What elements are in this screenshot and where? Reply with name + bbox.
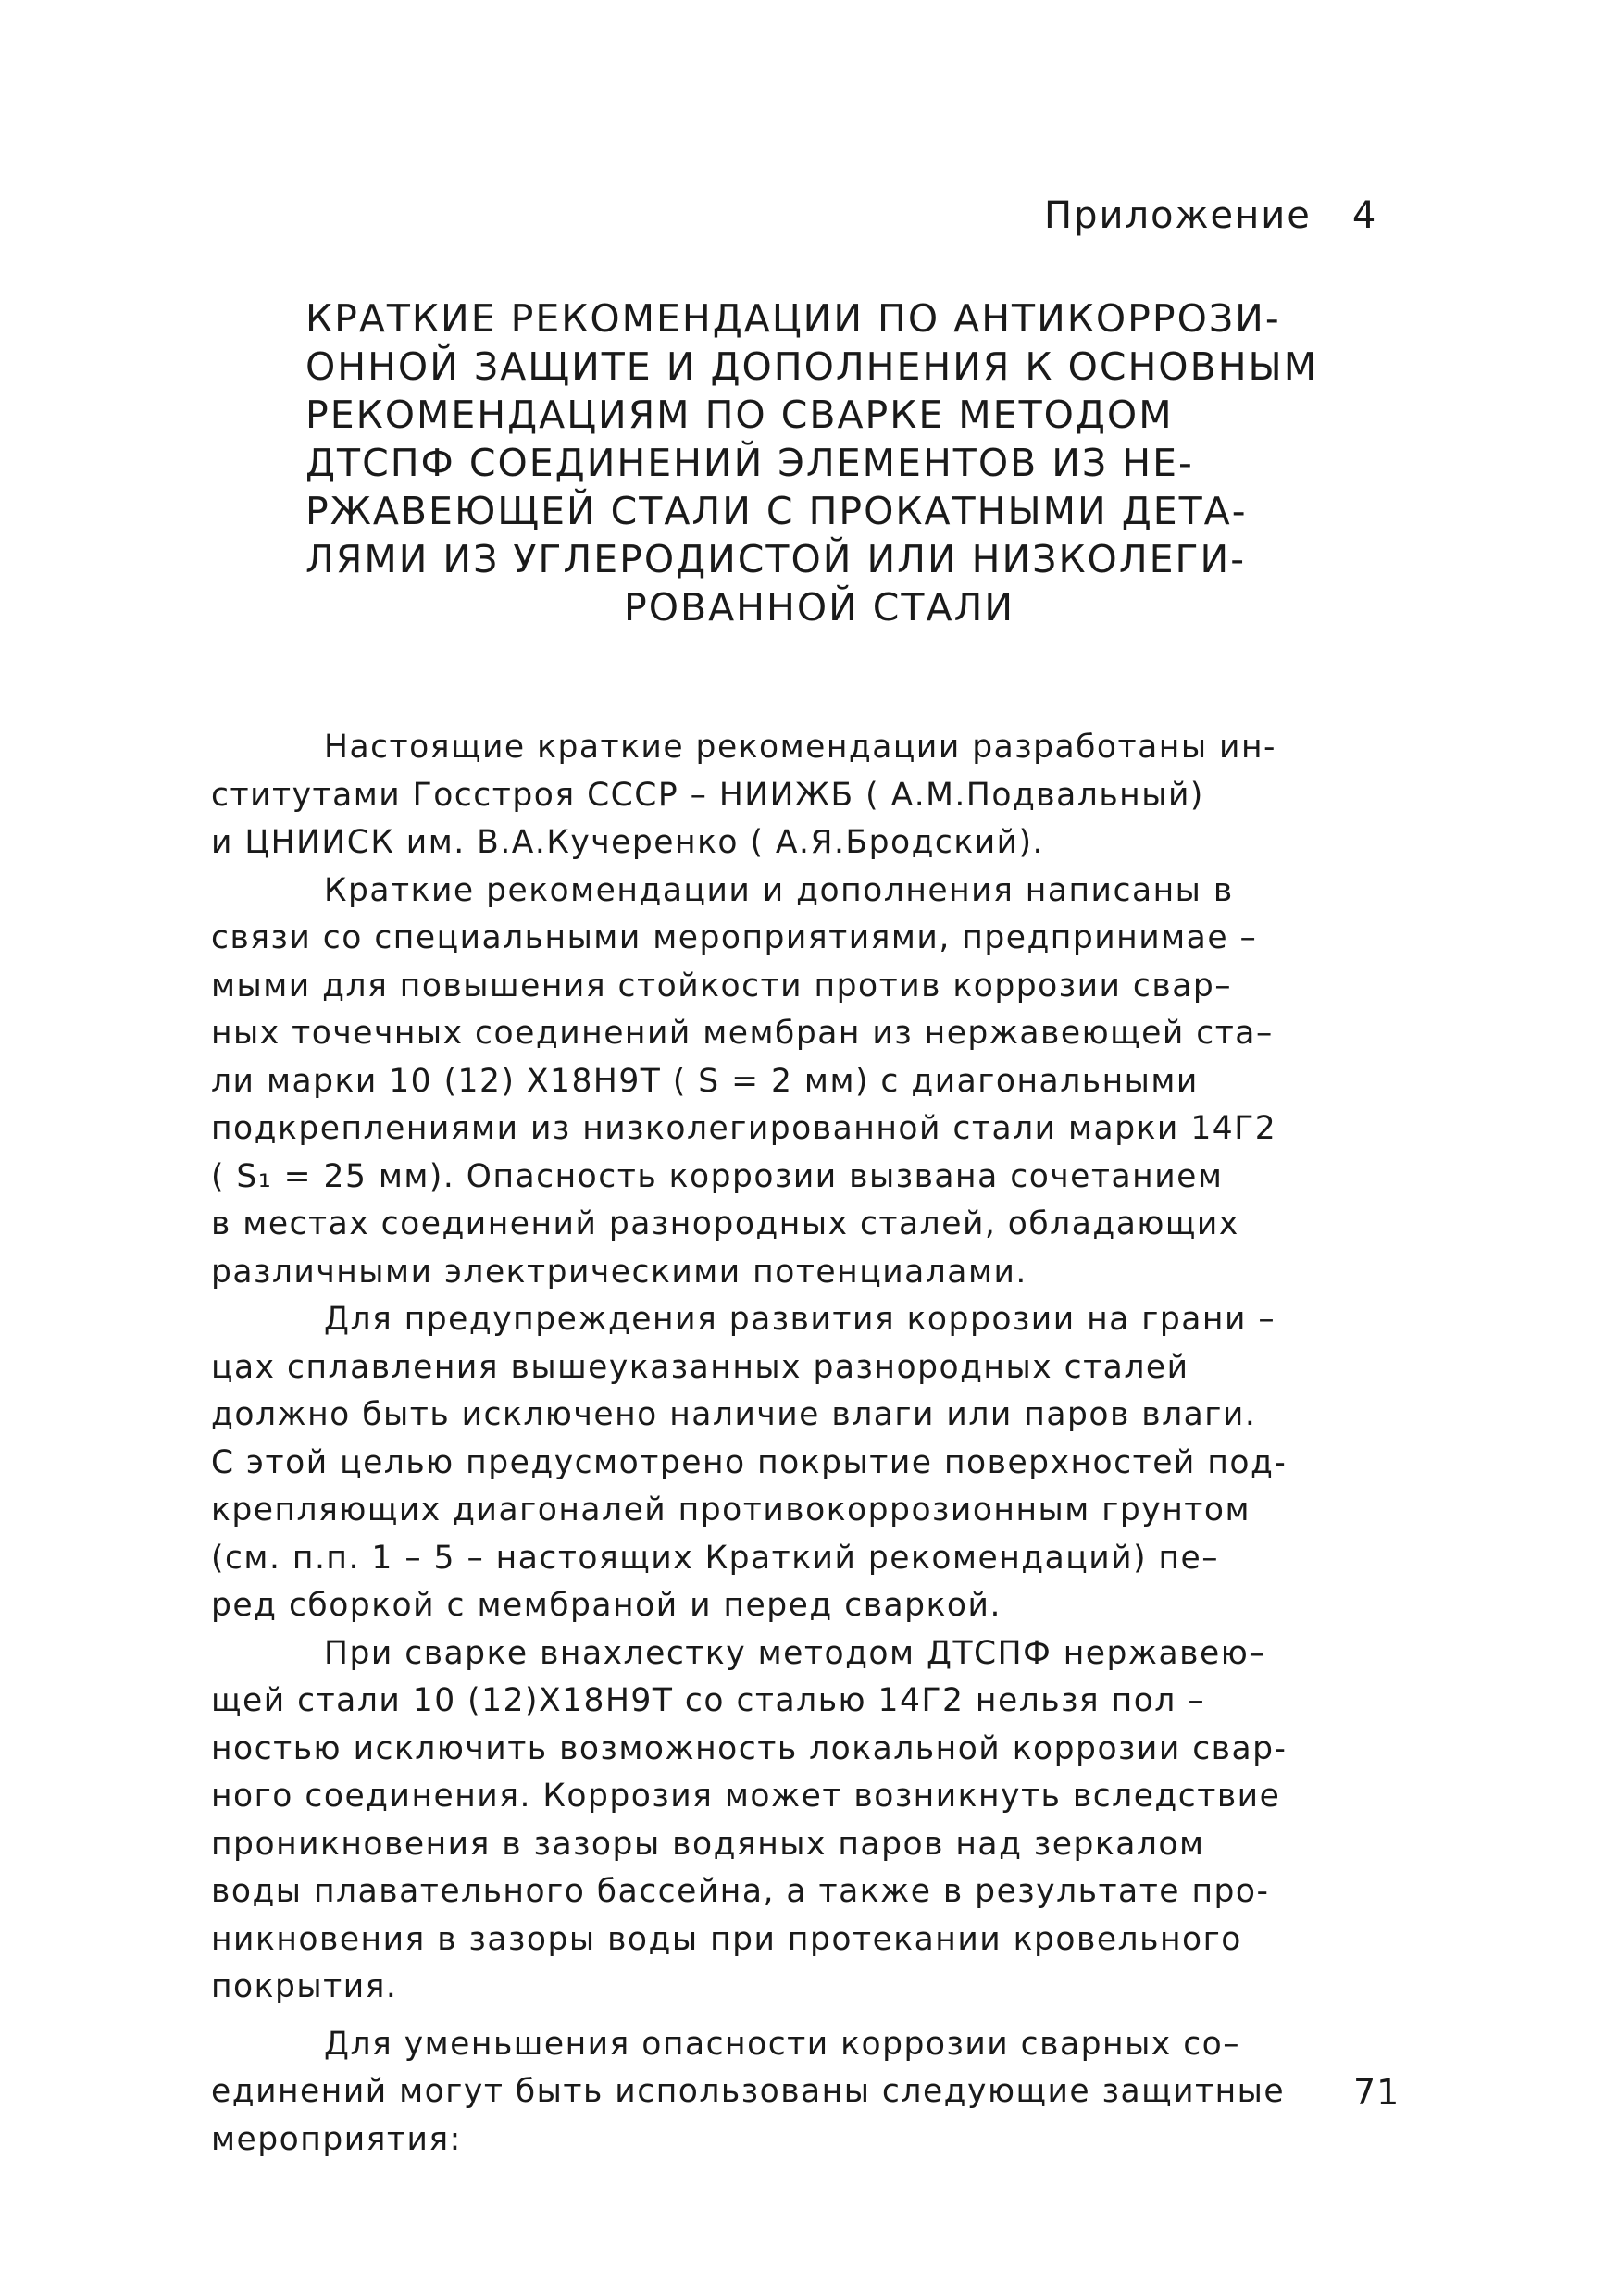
title-line: РЖАВЕЮЩЕЙ СТАЛИ С ПРОКАТНЫМИ ДЕТА- [305, 489, 1248, 533]
paragraph-prevention [211, 1296, 1414, 1630]
text-line: в местах соединений разнородных сталей, обладающих [211, 1205, 1239, 1242]
text-line: щей стали 10 (12)Х18Н9Т со сталью 14Г2 нельзя пол – [211, 1682, 1206, 1719]
appendix-label: Приложение [1044, 194, 1312, 237]
text-line: и ЦНИИСК им. В.А.Кучеренко ( А.Я.Бродский). [211, 824, 1045, 861]
appendix-heading [1044, 194, 1377, 237]
text-line: связи со специальными мероприятиями, предпринимае – [211, 919, 1258, 956]
text-line: никновения в зазоры воды при протекании кровельного [211, 1920, 1242, 1958]
paragraph-measures [211, 2021, 1414, 2165]
text-line: При сварке внахлестку методом ДТСПФ нержавею– [324, 1634, 1267, 1672]
text-line: воды плавательного бассейна, а также в результате про- [211, 1873, 1270, 1910]
text-line: различными электрическими потенциалами. [211, 1253, 1027, 1291]
text-line: ( S₁ = 25 мм). Опасность коррозии вызвана сочетанием [211, 1157, 1224, 1195]
text-line: проникновения в зазоры водяных паров над зеркалом [211, 1825, 1205, 1863]
text-line: (см. п.п. 1 – 5 – настоящих Краткий рекомендаций) пе– [211, 1539, 1220, 1577]
text-line: Настоящие краткие рекомендации разработаны ин- [324, 729, 1276, 766]
document-title [305, 294, 1370, 631]
text-line: мероприятия: [211, 2120, 462, 2158]
text-line: ностью исключить возможность локальной коррозии свар- [211, 1729, 1288, 1767]
text-line: цах сплавления вышеуказанных разнородных сталей [211, 1348, 1189, 1386]
text-line: С этой целью предусмотрено покрытие поверхностей под- [211, 1443, 1288, 1481]
text-line: Для уменьшения опасности коррозии сварных со– [324, 2025, 1241, 2063]
appendix-number: 4 [1351, 194, 1378, 237]
paragraph-purpose [211, 867, 1414, 1297]
text-line: единений могут быть использованы следующие защитные [211, 2073, 1286, 2110]
paragraph-authors [211, 724, 1414, 867]
title-line: РОВАННОЙ СТАЛИ [623, 585, 1015, 630]
title-line: ОННОЙ ЗАЩИТЕ И ДОПОЛНЕНИЯ К ОСНОВНЫМ [305, 344, 1319, 389]
text-line: подкреплениями из низколегированной стали марки 14Г2 [211, 1110, 1277, 1147]
body-text [211, 724, 1414, 2164]
title-line: ДТСПФ СОЕДИНЕНИЙ ЭЛЕМЕНТОВ ИЗ НЕ- [305, 441, 1194, 485]
page-number: 71 [1353, 2072, 1400, 2113]
text-line: ред сборкой с мембраной и перед сваркой. [211, 1587, 1002, 1624]
text-line: покрытия. [211, 1968, 398, 2005]
text-line: Для предупреждения развития коррозии на грани – [324, 1301, 1276, 1338]
text-line: ли марки 10 (12) Х18Н9Т ( S = 2 мм) с диагональными [211, 1062, 1199, 1100]
text-line: ного соединения. Коррозия может возникнуть вследствие [211, 1778, 1281, 1815]
text-line: Краткие рекомендации и дополнения написаны в [324, 871, 1234, 909]
title-line: ЛЯМИ ИЗ УГЛЕРОДИСТОЙ ИЛИ НИЗКОЛЕГИ- [305, 537, 1247, 581]
title-line: РЕКОМЕНДАЦИЯМ ПО СВАРКЕ МЕТОДОМ [305, 393, 1174, 437]
text-line: ных точечных соединений мембран из нержавеющей ста– [211, 1015, 1274, 1052]
paragraph-welding [211, 1630, 1414, 2012]
title-line: КРАТКИЕ РЕКОМЕНДАЦИИ ПО АНТИКОРРОЗИ- [305, 296, 1281, 341]
text-line: ститутами Госстроя СССР – НИИЖБ ( А.М.Подвальный) [211, 776, 1204, 814]
text-line: мыми для повышения стойкости против коррозии свар– [211, 967, 1233, 1004]
text-line: должно быть исключено наличие влаги или паров влаги. [211, 1396, 1257, 1433]
text-line: крепляющих диагоналей противокоррозионным грунтом [211, 1491, 1251, 1529]
